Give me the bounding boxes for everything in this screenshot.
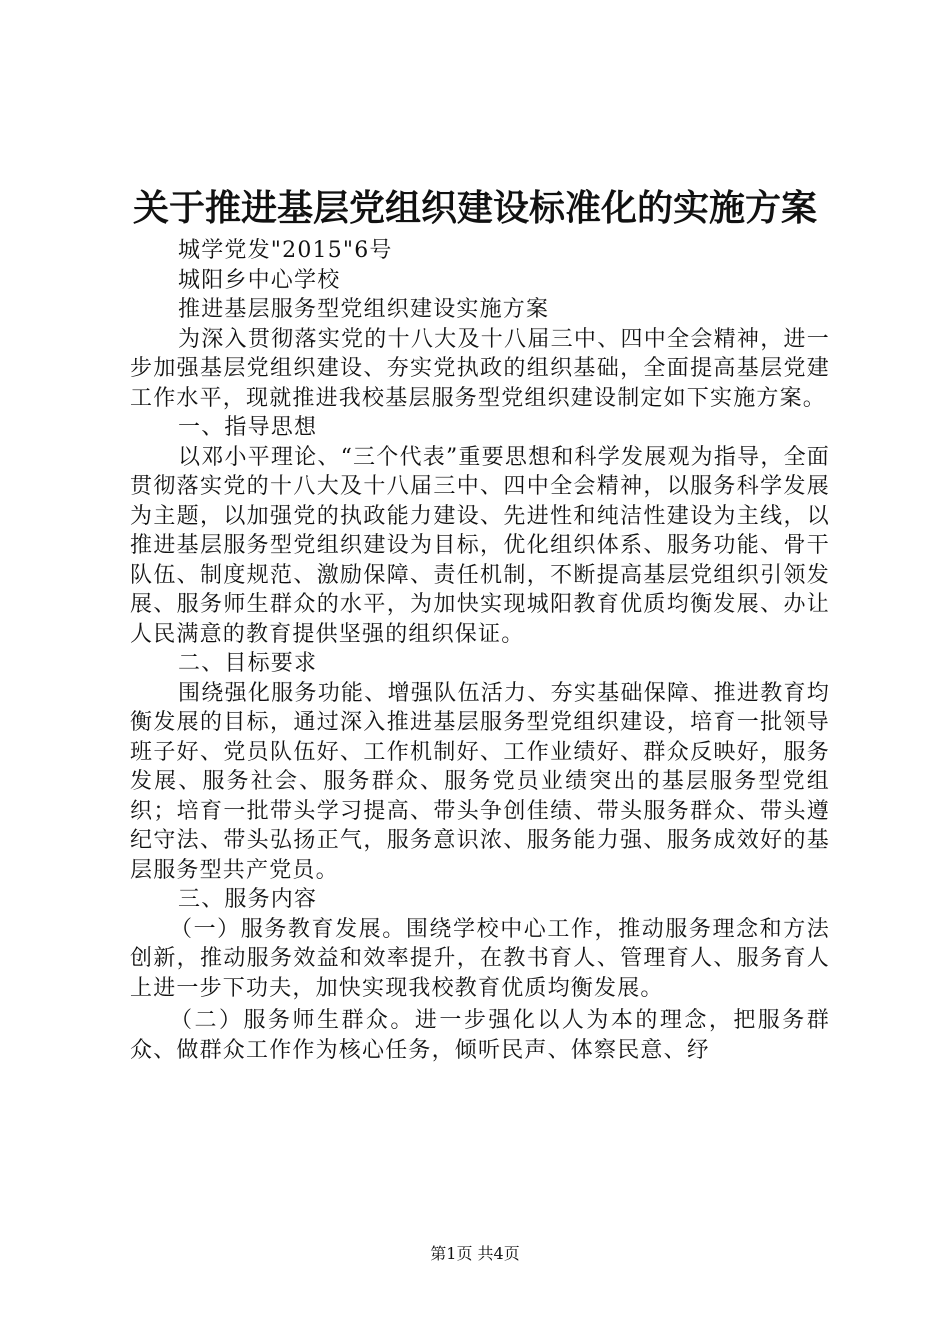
intro-paragraph: 为深入贯彻落实党的十八大及十八届三中、四中全会精神，进一步加强基层党组织建设、夯实党执政的组织基础，全面提高基层党建工作水平，现就推进我校基层服务型党组织建设制定如下实施方案。 [130, 326, 830, 411]
subsection-paragraph-1: （一）服务教育发展。围绕学校中心工作，推动服务理念和方法创新，推动服务效益和效率提升，在教书育人、管理育人、服务育人上进一步下功夫，加快实现我校教育优质均衡发展。 [130, 916, 830, 1001]
section-heading-1: 一、指导思想 [178, 415, 318, 440]
section-paragraph-1: 以邓小平理论、“三个代表”重要思想和科学发展观为指导，全面贯彻落实党的十八大及十八届三中、四中全会精神，以服务科学发展为主题，以加强党的执政能力建设、先进性和纯洁性建设为主线，以推进基层服务型党组织建设为目标，优化组织体系、服务功能、骨干队伍、制度规范、激励保障、责任机制，不断提高基层党组织引领发展、服务师生群众的水平，为加快实现城阳教育优质均衡发展、办让人民满意的教育提供坚强的组织保证。 [130, 444, 830, 647]
document-title: 关于推进基层党组织建设标准化的实施方案 [132, 187, 817, 229]
subsection-paragraph-2: （二）服务师生群众。进一步强化以人为本的理念，把服务群众、做群众工作作为核心任务，倾听民声、体察民意、纾 [130, 1008, 830, 1063]
issuer-name: 城阳乡中心学校 [178, 267, 341, 293]
doc-number: 城学党发"2015"6号 [178, 238, 393, 263]
section-heading-2: 二、目标要求 [178, 651, 318, 676]
document-body [130, 236, 830, 1065]
section-paragraph-2: 围绕强化服务功能、增强队伍活力、夯实基础保障、推进教育均衡发展的目标，通过深入推进基层服务型党组织建设，培育一批领导班子好、党员队伍好、工作机制好、工作业绩好、群众反映好，服务发展、服务社会、服务群众、服务党员业绩突出的基层服务型党组织；培育一批带头学习提高、带头争创佳绩、带头服务群众、带头遵纪守法、带头弘扬正气，服务意识浓、服务能力强、服务成效好的基层服务型共产党员。 [130, 680, 830, 883]
page-number: 第1页 共4页 [430, 1244, 520, 1263]
section-heading-3: 三、服务内容 [178, 887, 318, 912]
plan-subtitle: 推进基层服务型党组织建设实施方案 [178, 297, 550, 322]
